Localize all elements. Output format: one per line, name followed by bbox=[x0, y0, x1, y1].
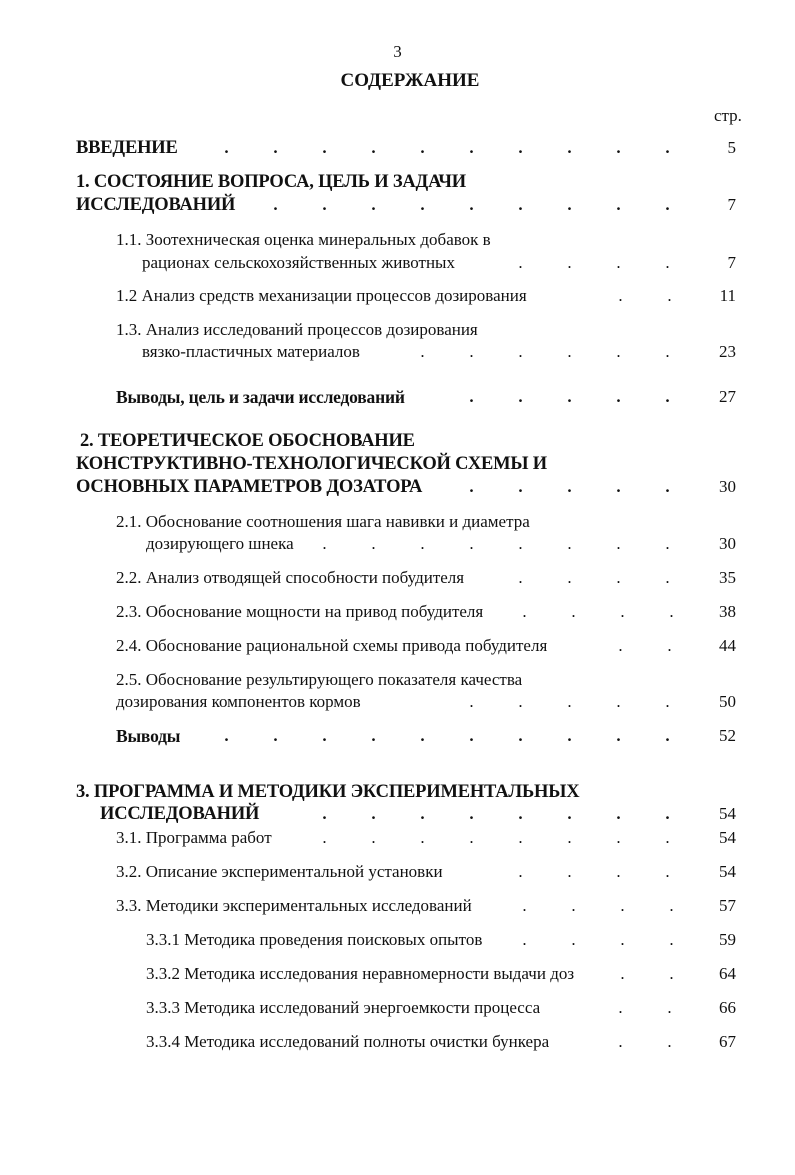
toc-entry-title: 3. ПРОГРАММА И МЕТОДИКИ ЭКСПЕРИМЕНТАЛЬНЫХ bbox=[76, 782, 580, 802]
toc-entry-title: 2.5. Обоснование результирующего показателя качества bbox=[116, 670, 523, 689]
toc-entry-title: ВВЕДЕНИЕ bbox=[76, 138, 178, 158]
toc-page-number: 50 bbox=[719, 692, 736, 711]
toc-page-number: 66 bbox=[719, 998, 736, 1017]
toc-entry-title-line-2: рационах сельскохозяйственных животных bbox=[142, 253, 455, 272]
toc-page-number: 54 bbox=[719, 862, 736, 881]
toc-entry-title: 3.3.1 Методика проведения поисковых опытов bbox=[146, 930, 483, 949]
dot-leader: . . . . bbox=[518, 568, 670, 587]
dot-leader: . . bbox=[618, 1032, 672, 1051]
dot-leader: . . . . . bbox=[469, 692, 670, 711]
toc-entry-title: 3.3.2 Методика исследования неравномерности выдачи доз bbox=[146, 964, 575, 983]
toc-entry-title-line-2: ИССЛЕДОВАНИЙ bbox=[100, 804, 260, 824]
dot-leader: . . . . . bbox=[469, 387, 670, 406]
toc-page-number: 59 bbox=[719, 930, 736, 949]
toc-entry-title: 2.1. Обоснование соотношения шага навивки и диаметра bbox=[116, 512, 530, 531]
toc-page-number: 67 bbox=[719, 1032, 736, 1051]
toc-page-number: 64 bbox=[719, 964, 736, 983]
dot-leader: . . bbox=[618, 286, 672, 305]
toc-entry-title: 3.1. Программа работ bbox=[116, 828, 272, 847]
toc-page-number: 7 bbox=[727, 195, 736, 214]
toc-page-number: 23 bbox=[719, 342, 736, 361]
dot-leader: . . bbox=[618, 636, 672, 655]
toc-entry-title: 3.3.3 Методика исследований энергоемкости процесса bbox=[146, 998, 541, 1017]
toc-entry-title: 3.3. Методики экспериментальных исследований bbox=[116, 896, 472, 915]
toc-page-number: 35 bbox=[719, 568, 736, 587]
dot-leader: . . bbox=[618, 998, 672, 1017]
page-number: 3 bbox=[393, 42, 402, 61]
dot-leader: . . . . . . . . bbox=[322, 804, 670, 823]
dot-leader: . . . . . . . . . . bbox=[224, 138, 670, 157]
toc-page-number: 57 bbox=[719, 896, 736, 915]
toc-page-number: 44 bbox=[719, 636, 736, 655]
page-title: СОДЕРЖАНИЕ bbox=[340, 70, 480, 91]
toc-entry-title: 1. СОСТОЯНИЕ ВОПРОСА, ЦЕЛЬ И ЗАДАЧИ bbox=[76, 172, 466, 192]
toc-page-number: 54 bbox=[719, 804, 736, 823]
toc-page-number: 52 bbox=[719, 726, 736, 745]
toc-entry-title-line-2: ИССЛЕДОВАНИЙ bbox=[76, 195, 236, 215]
toc-entry-title: 3.3.4 Методика исследований полноты очистки бункера bbox=[146, 1032, 550, 1051]
toc-entry-title-line-3: ОСНОВНЫХ ПАРАМЕТРОВ ДОЗАТОРА bbox=[76, 477, 423, 497]
dot-leader: . . . . . . . . . bbox=[273, 195, 670, 214]
dot-leader: . . . . bbox=[522, 602, 674, 621]
toc-entry-title-line-2: дозирования компонентов кормов bbox=[116, 692, 361, 711]
toc-page-number: 30 bbox=[719, 534, 736, 553]
toc-page-number: 5 bbox=[727, 138, 736, 157]
toc-entry-title: 2.2. Анализ отводящей способности побудителя bbox=[116, 568, 465, 587]
toc-entry-title: 2.3. Обоснование мощности на привод побудителя bbox=[116, 602, 484, 621]
dot-leader: . . . . . . . . . . bbox=[224, 726, 670, 745]
dot-leader: . . . . . . . . bbox=[322, 534, 670, 553]
toc-page-number: 38 bbox=[719, 602, 736, 621]
dot-leader: . . . . bbox=[518, 253, 670, 272]
toc-page-number: 7 bbox=[727, 253, 736, 272]
dot-leader: . . . . bbox=[522, 930, 674, 949]
toc-entry-title-line-2: дозирующего шнека bbox=[146, 534, 294, 553]
page-column-label: стр. bbox=[714, 106, 742, 125]
toc-entry-title: 2.4. Обоснование рациональной схемы привода побудителя bbox=[116, 636, 548, 655]
toc-entry-title: 1.3. Анализ исследований процессов дозирования bbox=[116, 320, 478, 339]
toc-entry-title: Выводы, цель и задачи исследований bbox=[116, 387, 405, 407]
toc-page-number: 30 bbox=[719, 477, 736, 496]
dot-leader: . . . . bbox=[518, 862, 670, 881]
dot-leader: . . bbox=[620, 964, 674, 983]
toc-entry-title-line-2: вязко-пластичных материалов bbox=[142, 342, 360, 361]
toc-page-number: 54 bbox=[719, 828, 736, 847]
dot-leader: . . . . bbox=[522, 896, 674, 915]
toc-page-number: 11 bbox=[719, 286, 736, 305]
dot-leader: . . . . . . . . bbox=[322, 828, 670, 847]
toc-entry-title: 1.2 Анализ средств механизации процессов дозирования bbox=[116, 286, 527, 305]
dot-leader: . . . . . . bbox=[420, 342, 670, 361]
toc-entry-title: 3.2. Описание экспериментальной установки bbox=[116, 862, 443, 881]
toc-entry-title: 1.1. Зоотехническая оценка минеральных добавок в bbox=[116, 230, 491, 249]
dot-leader: . . . . . bbox=[469, 477, 670, 496]
toc-page-number: 27 bbox=[719, 387, 736, 406]
toc-entry-title: Выводы bbox=[116, 726, 181, 746]
toc-entry-title: 2. ТЕОРЕТИЧЕСКОЕ ОБОСНОВАНИЕ bbox=[80, 431, 415, 451]
toc-entry-title-line-2: КОНСТРУКТИВНО-ТЕХНОЛОГИЧЕСКОЙ СХЕМЫ И bbox=[76, 454, 547, 474]
